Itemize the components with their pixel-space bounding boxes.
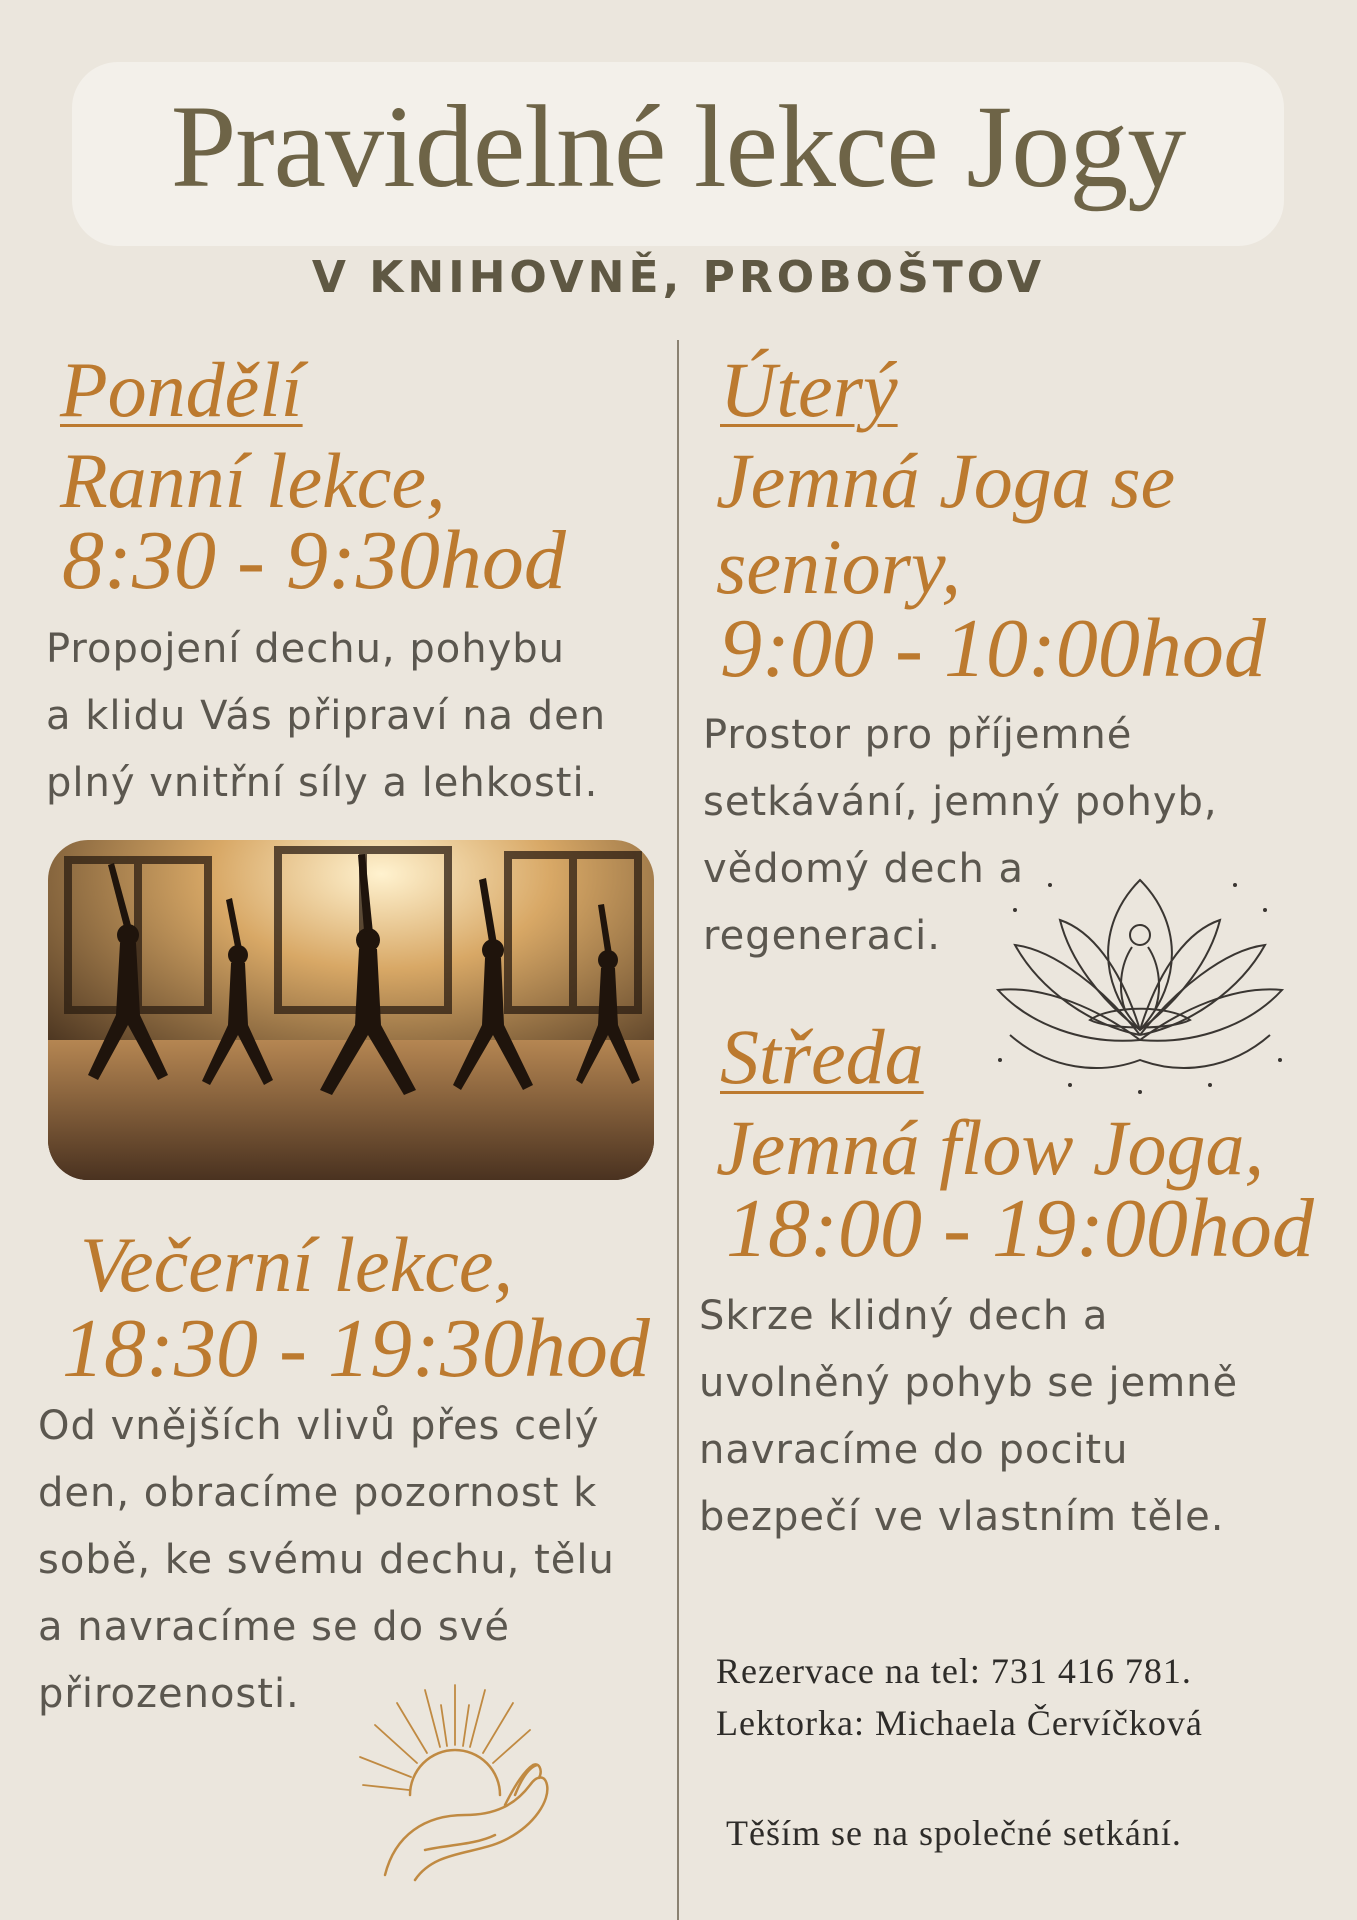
morning-lesson-description: Propojení dechu, pohybu a klidu Vás připraví na den plný vnitřní síly a lehkosti. — [46, 626, 607, 806]
tuesday-heading: Úterý — [720, 346, 898, 433]
wednesday-lesson-description: Skrze klidný dech a uvolněný pohyb se jemně navracíme do pocitu bezpečí ve vlastním těle. — [699, 1293, 1239, 1540]
morning-lesson-title: Ranní lekce, — [60, 437, 446, 524]
evening-lesson-description: Od vnějších vlivů přes celý den, obracíme pozornost k sobě, ke svému dechu, tělu a navracíme se do své přirozenosti. — [38, 1403, 615, 1717]
evening-lesson-title: Večerní lekce, — [80, 1221, 514, 1308]
tuesday-lesson-time: 9:00 - 10:00hod — [720, 602, 1266, 695]
closing-message: Těším se na společné setkání. — [726, 1813, 1182, 1853]
reservation-phone: Rezervace na tel: 731 416 781. — [716, 1651, 1192, 1691]
lotus-meditation-icon — [990, 870, 1290, 1100]
column-divider — [677, 340, 679, 1920]
monday-heading: Pondělí — [60, 346, 303, 433]
tuesday-lesson-description: Prostor pro příjemné setkávání, jemný pohyb, vědomý dech a regeneraci. — [703, 712, 1218, 959]
wednesday-heading: Středa — [720, 1013, 924, 1100]
page-subtitle: V KNIHOVNĚ, PROBOŠTOV — [311, 252, 1046, 303]
wednesday-lesson-title: Jemná flow Joga, — [716, 1104, 1265, 1191]
yoga-class-photo — [48, 840, 654, 1180]
teacher-name: Lektorka: Michaela Červíčková — [716, 1703, 1203, 1743]
page-title: Pravidelné lekce Jogy — [170, 81, 1186, 212]
morning-lesson-time: 8:30 - 9:30hod — [62, 514, 566, 607]
wednesday-lesson-time: 18:00 - 19:00hod — [726, 1182, 1314, 1275]
sun-in-hand-icon — [355, 1675, 595, 1885]
evening-lesson-time: 18:30 - 19:30hod — [62, 1302, 650, 1395]
tuesday-lesson-title: Jemná Joga se seniory, — [716, 437, 1176, 610]
